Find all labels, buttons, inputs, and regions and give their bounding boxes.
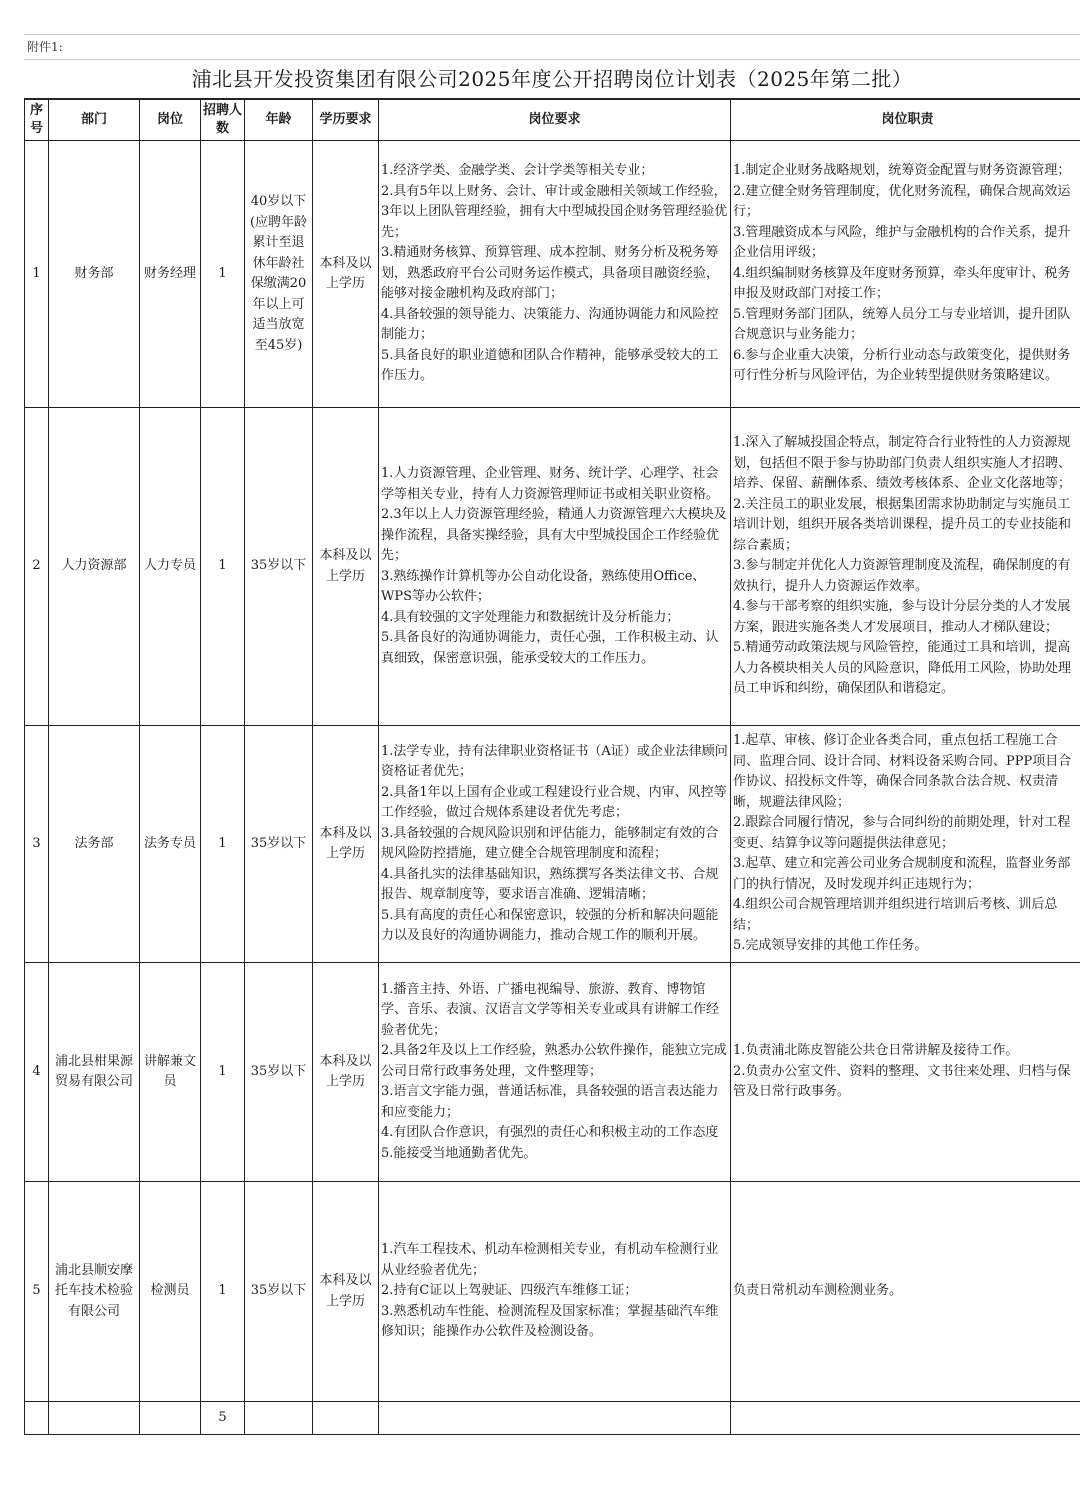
row-position: 检测员 bbox=[140, 1182, 201, 1402]
duty-line: 负责日常机动车测检测业务。 bbox=[733, 1283, 903, 1299]
row-duties bbox=[731, 408, 1080, 726]
duty-line: 5.完成领导安排的其他工作任务。 bbox=[733, 938, 928, 954]
total-cell-empty bbox=[140, 1402, 201, 1435]
row-count: 1 bbox=[201, 726, 245, 963]
requirement-line: 5.能接受当地通勤者优先。 bbox=[381, 1145, 537, 1161]
total-row bbox=[25, 1402, 1080, 1435]
requirement-line: 2.3年以上人力资源管理经验，精通人力资源管理六大模块及操作流程，具备实操经验，具有大中型城投国企工作经验优先； bbox=[381, 507, 727, 563]
duty-line: 1.制定企业财务战略规划，统筹资金配置与财务资源管理； bbox=[733, 163, 1071, 179]
duty-line: 3.管理融资成本与风险，维护与金融机构的合作关系，提升企业信用评级； bbox=[733, 224, 1071, 261]
row-requirements bbox=[379, 141, 731, 408]
row-education: 本科及以上学历 bbox=[313, 1182, 379, 1402]
row-position: 人力专员 bbox=[140, 408, 201, 726]
duty-line: 1.起草、审核、修订企业各类合同，重点包括工程施工合同、监理合同、设计合同、材料设备采购合同、PPP项目合作协议、招投标文件等，确保合同条款合法合规、权责清晰，规避法律风险； bbox=[733, 733, 1072, 810]
row-count: 1 bbox=[201, 141, 245, 408]
row-requirements bbox=[379, 963, 731, 1182]
total-cell-empty bbox=[49, 1402, 140, 1435]
duty-line: 3.起草、建立和完善公司业务合规制度和流程，监督业务部门的执行情况，及时发现并纠正违规行为； bbox=[733, 856, 1071, 892]
requirement-line: 2.具有5年以上财务、会计、审计或金融相关领域工作经验，3年以上团队管理经验，拥有大中型城投国企财务管理经验优先； bbox=[381, 183, 728, 240]
row-position: 讲解兼文员 bbox=[140, 963, 201, 1182]
row-age: 35岁以下 bbox=[245, 408, 313, 726]
row-education: 本科及以上学历 bbox=[313, 408, 379, 726]
requirement-line: 5.具有高度的责任心和保密意识，较强的分析和解决问题能力以及良好的沟通协调能力，推动合规工作的顺利开展。 bbox=[381, 907, 719, 943]
total-cell-empty bbox=[245, 1402, 313, 1435]
row-education: 本科及以上学历 bbox=[313, 141, 379, 408]
row-duties bbox=[731, 726, 1080, 963]
requirement-line: 4.具有较强的文字处理能力和数据统计及分析能力； bbox=[381, 609, 680, 625]
header-seq: 序号 bbox=[25, 100, 49, 141]
row-department: 浦北县顺安摩托车技术检验有限公司 bbox=[49, 1182, 140, 1402]
row-position: 法务专员 bbox=[140, 726, 201, 963]
header-requirements: 岗位要求 bbox=[379, 100, 731, 141]
header-dept: 部门 bbox=[49, 100, 140, 141]
table-header-row bbox=[25, 100, 1080, 141]
row-department: 浦北县柑果源贸易有限公司 bbox=[49, 963, 140, 1182]
row-seq: 1 bbox=[25, 141, 49, 408]
row-duties bbox=[731, 963, 1080, 1182]
requirement-line: 1.汽车工程技术、机动车检测相关专业，有机动车检测行业从业经验者优先； bbox=[381, 1242, 719, 1278]
duty-line: 6.参与企业重大决策，分析行业动态与政策变化，提供财务可行性分析与风险评估，为企业转型提供财务策略建议。 bbox=[733, 347, 1071, 384]
row-education: 本科及以上学历 bbox=[313, 963, 379, 1182]
header-duties: 岗位职责 bbox=[731, 100, 1080, 141]
table-body bbox=[25, 141, 1080, 1402]
header-post: 岗位 bbox=[140, 100, 201, 141]
requirement-line: 5.具备良好的沟通协调能力，责任心强，工作积极主动、认真细致，保密意识强，能承受较大的工作压力。 bbox=[381, 630, 719, 666]
requirement-line: 4.有团队合作意识，有强烈的责任心和积极主动的工作态度 bbox=[381, 1125, 719, 1141]
requirement-line: 3.熟练操作计算机等办公自动化设备，熟练使用Office、WPS等办公软件； bbox=[381, 568, 706, 604]
requirement-line: 4.具备扎实的法律基础知识，熟练撰写各类法律文书、合规报告、规章制度等，要求语言准确、逻辑清晰； bbox=[381, 866, 719, 902]
duty-line: 2.跟踪合同履行情况，参与合同纠纷的前期处理，针对工程变更、结算争议等问题提供法律意见； bbox=[733, 815, 1071, 851]
requirement-line: 5.具备良好的职业道德和团队合作精神，能够承受较大的工作压力。 bbox=[381, 347, 719, 384]
requirement-line: 2.具备1年以上国有企业或工程建设行业合规、内审、风控等工作经验，做过合规体系建设者优先考虑； bbox=[381, 784, 727, 820]
requirement-line: 1.法学专业，持有法律职业资格证书（A证）或企业法律顾问资格证者优先； bbox=[381, 743, 728, 779]
row-age: 35岁以下 bbox=[245, 1182, 313, 1402]
row-duties bbox=[731, 141, 1080, 408]
header-count: 招聘人数 bbox=[201, 100, 245, 141]
row-age: 40岁以下(应聘年龄累计至退休年龄社保缴满20年以上可适当放宽至45岁) bbox=[245, 141, 313, 408]
document-title: 浦北县开发投资集团有限公司2025年度公开招聘岗位计划表（2025年第二批） bbox=[24, 60, 1080, 99]
duty-line: 1.深入了解城投国企特点，制定符合行业特性的人力资源规划，包括但不限于参与协助部门负责人组织实施人才招聘、培养、保留、薪酬体系、绩效考核体系、企业文化落地等； bbox=[733, 435, 1072, 492]
requirement-line: 1.人力资源管理、企业管理、财务、统计学、心理学、社会学等相关专业，持有人力资源管理师证书或相关职业资格。 bbox=[381, 466, 720, 502]
requirement-line: 3.熟悉机动车性能、检测流程及国家标准；掌握基础汽车维修知识；能操作办公软件及检测设备。 bbox=[381, 1303, 719, 1340]
duty-line: 3.参与制定并优化人力资源管理制度及流程，确保制度的有效执行，提升人力资源运作效率。 bbox=[733, 558, 1071, 594]
attachment-label: 附件1: bbox=[24, 34, 1080, 60]
document-page bbox=[24, 34, 1080, 1435]
requirement-line: 2.持有C证以上驾驶证、四级汽车维修工证； bbox=[381, 1283, 638, 1299]
row-requirements bbox=[379, 408, 731, 726]
duty-line: 2.关注员工的职业发展，根据集团需求协助制定与实施员工培训计划，组织开展各类培训课程，提升员工的专业技能和综合素质； bbox=[733, 496, 1072, 553]
row-age: 35岁以下 bbox=[245, 726, 313, 963]
row-seq: 3 bbox=[25, 726, 49, 963]
duty-line: 1.负责浦北陈皮智能公共仓日常讲解及接待工作。 bbox=[733, 1043, 1019, 1059]
total-cell-empty bbox=[313, 1402, 379, 1435]
total-cell-empty bbox=[731, 1402, 1080, 1435]
table-row bbox=[25, 141, 1080, 408]
total-cell-empty bbox=[25, 1402, 49, 1435]
requirement-line: 3.具备较强的合规风险识别和评估能力，能够制定有效的合规风险防控措施，建立健全合规管理制度和流程； bbox=[381, 825, 719, 861]
row-department: 财务部 bbox=[49, 141, 140, 408]
row-department: 法务部 bbox=[49, 726, 140, 963]
row-requirements bbox=[379, 726, 731, 963]
row-seq: 4 bbox=[25, 963, 49, 1182]
row-education: 本科及以上学历 bbox=[313, 726, 379, 963]
table-row bbox=[25, 1182, 1080, 1402]
recruitment-table bbox=[24, 99, 1080, 1435]
duty-line: 5.管理财务部门团队，统筹人员分工与专业培训，提升团队合规意识与业务能力； bbox=[733, 306, 1071, 343]
duty-line: 4.组织编制财务核算及年度财务预算，牵头年度审计、税务申报及财政部门对接工作； bbox=[733, 265, 1071, 302]
row-department: 人力资源部 bbox=[49, 408, 140, 726]
row-age: 35岁以下 bbox=[245, 963, 313, 1182]
row-count: 1 bbox=[201, 408, 245, 726]
row-count: 1 bbox=[201, 963, 245, 1182]
row-seq: 5 bbox=[25, 1182, 49, 1402]
duty-line: 2.负责办公室文件、资料的整理、文书往来处理、归档与保管及日常行政事务。 bbox=[733, 1063, 1071, 1100]
total-cell-empty bbox=[379, 1402, 731, 1435]
duty-line: 5.精通劳动政策法规与风险管控，能通过工具和培训，提高人力各模块相关人员的风险意识，降低用工风险，协助处理员工申诉和纠纷，确保团队和谐稳定。 bbox=[733, 640, 1072, 697]
requirement-line: 2.具备2年及以上工作经验，熟悉办公软件操作，能独立完成公司日常行政事务处理，文件整理等； bbox=[381, 1043, 727, 1079]
requirement-line: 3.精通财务核算、预算管理、成本控制、财务分析及税务筹划，熟悉政府平台公司财务运作模式，具备项目融资经验，能够对接金融机构及政府部门； bbox=[381, 245, 720, 302]
duty-line: 4.组织公司合规管理培训并组织进行培训后考核、训后总结； bbox=[733, 897, 1058, 933]
requirement-line: 1.经济学类、金融学类、会计学类等相关专业； bbox=[381, 163, 654, 179]
total-count: 5 bbox=[201, 1402, 245, 1435]
duty-line: 2.建立健全财务管理制度，优化财务流程，确保合规高效运行； bbox=[733, 183, 1071, 220]
requirement-line: 1.播音主持、外语、广播电视编导、旅游、教育、博物馆学、音乐、表演、汉语言文学等相关专业或具有讲解工作经验者优先； bbox=[381, 981, 720, 1038]
table-row bbox=[25, 726, 1080, 963]
row-requirements bbox=[379, 1182, 731, 1402]
row-position: 财务经理 bbox=[140, 141, 201, 408]
header-edu: 学历要求 bbox=[313, 100, 379, 141]
table-row bbox=[25, 963, 1080, 1182]
row-duties bbox=[731, 1182, 1080, 1402]
requirement-line: 4.具备较强的领导能力、决策能力、沟通协调能力和风险控制能力； bbox=[381, 306, 719, 343]
row-count: 1 bbox=[201, 1182, 245, 1402]
header-age: 年龄 bbox=[245, 100, 313, 141]
table-row bbox=[25, 408, 1080, 726]
requirement-line: 3.语言文字能力强，普通话标准，具备较强的语言表达能力和应变能力； bbox=[381, 1084, 719, 1120]
duty-line: 4.参与干部考察的组织实施，参与设计分层分类的人才发展方案，跟进实施各类人才发展项目，推动人才梯队建设； bbox=[733, 599, 1071, 635]
row-seq: 2 bbox=[25, 408, 49, 726]
